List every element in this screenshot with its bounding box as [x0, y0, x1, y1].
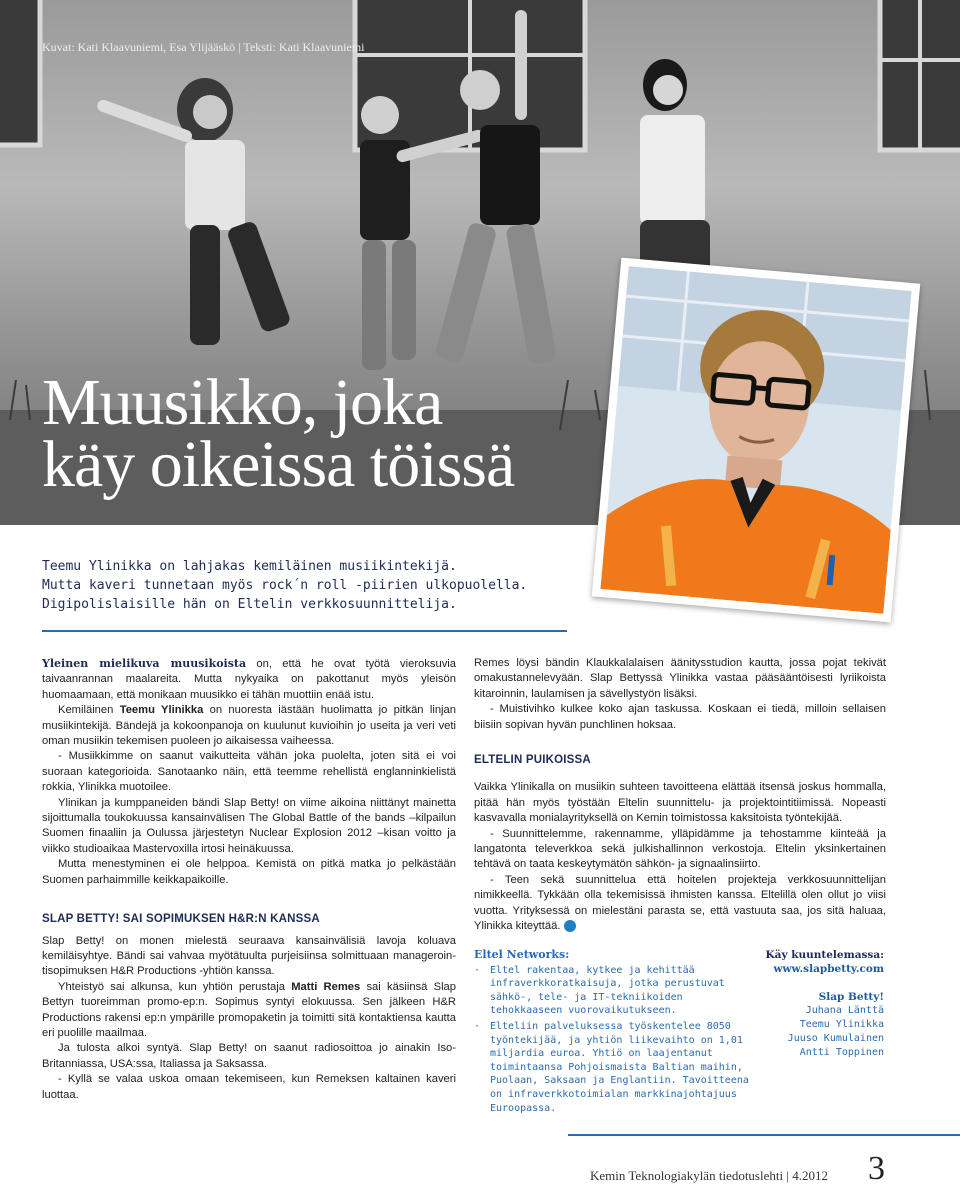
section-heading: SLAP BETTY! SAI SOPIMUKSEN H&R:N KANSSA — [42, 913, 320, 926]
paragraph: - Musiikkimme on saanut vaikutteita vähän joka puolelta, joten sitä ei voi suoraan kategorioida. Sanotaanko näin, että teemme rehellistä englanninkielistä rokkia, Ylinikka muotoilee. — [42, 750, 456, 794]
paragraph: - Muistivihko kulkee koko ajan taskussa. Koskaan ei tiedä, milloin sellaisen biisiin sopivan hyvän punchlinen hoksaa. — [474, 703, 886, 731]
band-member: Juuso Kumulainen — [787, 1033, 884, 1044]
lead-line-1: Teemu Ylinikka on lahjakas kemiläinen musiikintekijä. — [42, 559, 457, 574]
band-member: Antti Toppinen — [799, 1047, 884, 1058]
lead-line-2: Mutta kaveri tunnetaan myös rock´n roll -piirien ulkopuolella. — [42, 578, 528, 593]
paragraph: Ja tulosta alkoi syntyä. Slap Betty! on saanut radiosoittoa jo ainakin Iso-Britanniassa, USA:ssa, Italiassa ja Saksassa. — [42, 1042, 456, 1070]
lead-divider — [42, 630, 567, 632]
paragraph: Vaikka Ylinikalla on musiikin suhteen tavoitteena elättää itsensä joskus hommalla, pitää hän myös työstään Eltelin suunnittelu- ja projektointitiimissä. Nopeasti kasvavalla monialayrityksellä on Kemin toimistossa kaksitoista työntekijää. — [474, 781, 886, 825]
person-name: Teemu Ylinikka — [119, 704, 204, 717]
paragraph: - Teen sekä suunnittelua että hoitelen projekteja verkkosuunnittelijan nimikkeellä. Tykkään olla tekemisissä ihmisten kanssa. Eltelillä olen ollut jo viisi vuotta. Yrityksessä on mielestäni parasta se, että vastuuta saa, jos sitä haluaa, Ylinikka kiteyttää. — [474, 873, 886, 933]
fact-box-title: Eltel Networks: — [474, 948, 570, 961]
headline-line-1: Muusikko, joka — [42, 366, 443, 439]
bullet-icon: · — [474, 964, 481, 976]
lead-in: Yleinen mielikuva muusikoista — [42, 657, 247, 670]
band-website-link[interactable]: www.slapbetty.com — [773, 963, 884, 975]
publication-footer: Kemin Teknologiakylän tiedotuslehti | 4.2012 — [590, 1168, 828, 1183]
band-info — [684, 948, 884, 1060]
portrait-photo — [592, 258, 920, 623]
list-item: · Eltel rakentaa, kytkee ja kehittää infraverkkoratkaisuja, jotka perustuvat sähkö-, tele- ja IT-tekniikoiden tehokkaaseen vuorovaikutukseen. — [474, 964, 725, 1017]
list-item: · Elteliin palveluksessa työskentelee 8050 työntekijää, ja yhtiön liikevaihto on 1,01 miljardia euroa. Yhtiö on laajentanut toimintaansa Pohjoismaista Baltian maihin, Puolaan, Saksaan ja Englantiin. Tavoitteena on infraverkkotoimialan markkinajohtajuus Euroopassa. — [474, 1020, 749, 1114]
article-column-left — [42, 656, 456, 1103]
paragraph: - Kyllä se valaa uskoa omaan tekemiseen, kun Remeksen kaltainen kaveri luottaa. — [42, 1073, 456, 1101]
lead-paragraph — [42, 557, 562, 614]
headline-line-2: käy oikeissa töissä — [42, 428, 515, 501]
paragraph: Kemiläinen Teemu Ylinikka on nuoresta iästään huolimatta jo pitkän linjan musiikintekijä. Bändejä ja kokoonpanoja on kuulunut kuvioihin jo useita ja veri veti oman musiikin tekemisen puoleen jo aikaisessa vaiheessa. — [42, 704, 456, 748]
section-heading: ELTELIN PUIKOISSA — [474, 754, 591, 767]
headline — [42, 366, 515, 501]
paragraph: Mutta menestyminen ei ole helppoa. Kemistä on pitkä matka jo pelkästään Suomen parhaimmille keikkapaikoille. — [42, 858, 456, 886]
paragraph: Yhteistyö sai alkunsa, kun yhtiön perustaja Matti Remes sai käsiinsä Slap Bettyn tuoreimman promo-ep:n. Sopimus syntyi elokuussa. Sen jälkeen H&R Productions rakensi ep:n ympärille promopaketin ja toimitti sitä kontaktiensa kautta eri puolille maailmaa. — [42, 980, 456, 1039]
band-member: Juhana Länttä — [805, 1005, 884, 1016]
person-name: Matti Remes — [291, 980, 361, 993]
page-number: 3 — [868, 1150, 885, 1187]
band-name: Slap Betty! — [818, 991, 884, 1003]
bullet-icon: · — [474, 1020, 481, 1032]
band-member: Teemu Ylinikka — [799, 1019, 884, 1030]
listen-title: Käy kuuntelemassa: — [765, 949, 884, 961]
article-column-right — [474, 656, 886, 935]
paragraph: Remes löysi bändin Klaukkalalaisen äänitysstudion kautta, jossa pojat tekivät omakustannelevyään. Slap Bettyssä Ylinikka vastaa pääsääntöisesti lyriikoista kitaroinnin, laulamisen ja sävellystyön lisäksi. — [474, 657, 886, 700]
paragraph: Yleinen mielikuva muusikoista on, että he ovat työtä vieroksuvia taivaanrannan maalareita. Mutta nykyaika on pakottanut myös yleisön huomaamaan, että monikaan muusikko ei tähän muottiin enää istu. — [42, 657, 456, 701]
footer-divider — [568, 1134, 960, 1136]
lead-line-3: Digipolislaisille hän on Eltelin verkkosuunnittelija. — [42, 597, 457, 612]
paragraph: Ylinikan ja kumppaneiden bändi Slap Betty! on viime aikoina niittänyt mainetta sijoittumalla toukokuussa kansainvälisen The Global Battle of the bands –kilpailun Suomen finaaliin ja Oulussa järjestetyn Nuclear Explosion 2012 –kisan voitto ja viikko studioaikaa Mastervoxilla irtosi heinäkuussa. — [42, 796, 456, 855]
photo-credit: Kuvat: Kati Klaavuniemi, Esa Ylijääskö | Teksti: Kati Klaavuniemi — [42, 40, 365, 54]
portrait-illustration — [600, 266, 911, 614]
end-mark-icon — [564, 920, 576, 932]
paragraph: - Suunnittelemme, rakennamme, ylläpidämme ja tehostamme kiinteää ja langatonta televerkkoa sekä julkishallinnon verkostoja. Eltelin yksinkertainen tehtävä on taata keskeytymätön sähkön- ja signaalinsiirto. — [474, 827, 886, 871]
paragraph: Slap Betty! on monen mielestä seuraava kansainvälisiä lavoja koluava kemiläisyhtye. Bändi sai vahvaa myötätuulta purjeisiinsa solmittuaan managerointisopimuksen H&R Productions -yhtiön kanssa. — [42, 934, 456, 978]
